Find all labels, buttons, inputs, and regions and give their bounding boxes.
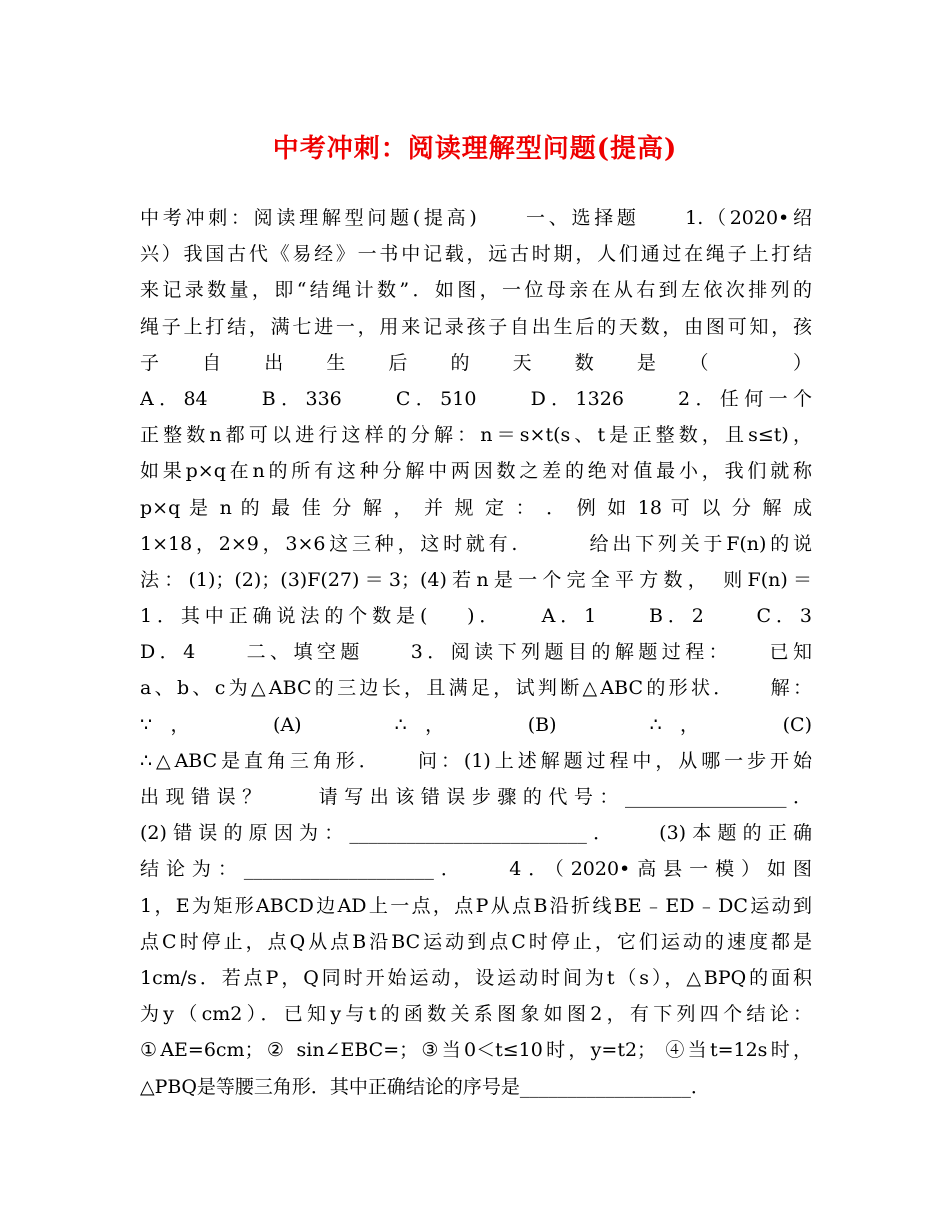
text-line: D．4 二、填空题 3．阅读下列题目的解题过程： 已知 bbox=[140, 641, 812, 664]
text-line: 子 自 出 生 后 的 天 数 是 （ ） bbox=[140, 351, 812, 374]
text-line: 来记录数量，即“结绳计数”．如图，一位母亲在从右到左依次排列的 bbox=[140, 279, 812, 302]
text-line: 1．其中正确说法的个数是( )． A．1 B．2 C．3 bbox=[140, 605, 812, 628]
text-line: p×q 是 n 的 最 佳 分 解 ， 并 规 定 ： ． 例 如 18 可 以 分 解 成 bbox=[140, 496, 812, 519]
text-line: 1cm/s．若点P，Q同时开始运动，设运动时间为t（s），△BPQ的面积 bbox=[140, 966, 812, 989]
text-line: 结论为：____________________． 4．（2020•高县一模）如图 bbox=[140, 858, 812, 881]
text-line: (2)错误的原因为：_________________________． (3)本题的正确 bbox=[140, 822, 812, 845]
text-line: 中考冲刺：阅读理解型问题(提高) 一、选择题 1.（2020•绍 bbox=[140, 207, 812, 229]
text-line: 1×18，2×9，3×6这三种，这时就有. 给出下列关于F(n)的说 bbox=[140, 532, 812, 555]
text-line: 1，E为矩形ABCD边AD上一点，点P从点B沿折线BE﹣ED﹣DC运动到 bbox=[140, 894, 812, 917]
text-line: ∴△ABC是直角三角形． 问：(1)上述解题过程中，从哪一步开始 bbox=[140, 749, 812, 772]
text-line: △PBQ是等腰三角形．其中正确结论的序号是__________________． bbox=[140, 1075, 710, 1098]
text-line: 为y（cm2）．已知y与t的函数关系图象如图2，有下列四个结论： bbox=[140, 1003, 812, 1026]
document-title: 中考冲刺：阅读理解型问题(提高) bbox=[272, 134, 678, 164]
text-line: A．84 B．336 C．510 D．1326 2．任何一个 bbox=[140, 387, 812, 410]
text-line: 正整数n都可以进行这样的分解：n＝s×t(s、t是正整数，且s≤t)， bbox=[140, 424, 812, 447]
text-line: 法：(1)；(2)；(3)F(27)＝3；(4)若n是一个完全平方数， 则F(n)＝ bbox=[140, 568, 812, 591]
text-line: 兴）我国古代《易经》一书中记载，远古时期，人们通过在绳子上打结 bbox=[140, 243, 812, 266]
text-line: a、b、c为△ABC的三边长，且满足，试判断△ABC的形状． 解： bbox=[140, 677, 812, 700]
text-line: 绳子上打结，满七进一，用来记录孩子自出生后的天数，由图可知，孩 bbox=[140, 315, 812, 338]
text-line: 如果p×q在n的所有这种分解中两因数之差的绝对值最小，我们就称 bbox=[140, 460, 812, 483]
text-line: 点C时停止，点Q从点B沿BC运动到点C时停止，它们运动的速度都是 bbox=[140, 930, 812, 953]
text-line: 出现错误？ 请写出该错误步骤的代号：_________________． bbox=[140, 786, 812, 808]
text-line: ∵， (A) ∴， (B) ∴， (C) bbox=[140, 713, 812, 736]
text-line: ①AE=6cm；② sin∠EBC=；③当0＜t≤10时，y=t2； ④当t=12s时， bbox=[140, 1039, 812, 1062]
document-body bbox=[140, 200, 812, 1105]
